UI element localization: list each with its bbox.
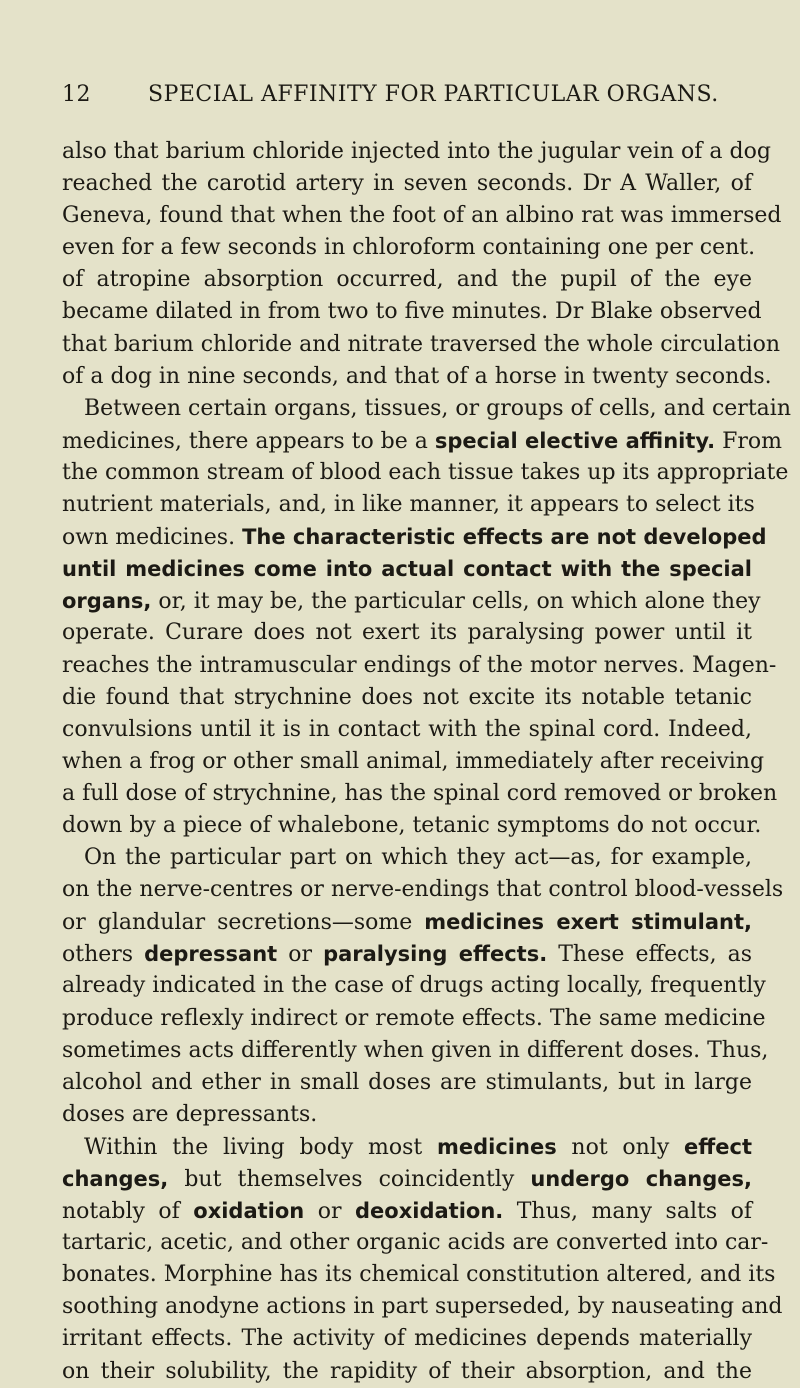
line-text: die found that strychnine does not excite its notable tetanic	[62, 684, 752, 710]
text-line	[62, 1131, 752, 1163]
text-line	[62, 521, 767, 553]
text-line	[62, 585, 761, 617]
text-line	[62, 136, 771, 168]
text-line	[62, 1003, 766, 1035]
text-line	[62, 296, 762, 328]
line-text: From	[715, 428, 783, 454]
text-line	[62, 970, 766, 1002]
line-text: nutrient materials, and, in like manner, it appears to select its	[62, 492, 755, 518]
text-line	[62, 1099, 752, 1131]
text-line	[62, 168, 752, 200]
text-line	[62, 906, 752, 938]
line-text: or glandular secretions—some	[62, 910, 425, 936]
line-text: doses are depressants.	[62, 1101, 318, 1127]
emphasis-text: paralysing effects.	[323, 942, 548, 967]
text-line	[62, 842, 752, 874]
text-line	[62, 778, 778, 810]
text-line	[62, 810, 762, 842]
line-text: also that barium chloride injected into the jugular vein of a dog	[62, 139, 771, 164]
line-text: operate. Curare does not exert its paralysing power until it	[62, 620, 752, 646]
line-text: soothing anodyne actions in part superseded, by nauseating and	[62, 1294, 783, 1320]
text-line	[62, 746, 765, 778]
line-text: of a dog in nine seconds, and that of a horse in twenty seconds.	[62, 363, 772, 389]
text-line	[62, 425, 783, 457]
line-text: not only	[556, 1134, 685, 1160]
text-line	[62, 682, 752, 714]
text-line	[62, 1291, 783, 1323]
line-text: notably of	[62, 1199, 194, 1225]
text-line	[62, 1356, 752, 1388]
emphasis-text: depressant	[144, 942, 278, 967]
line-text: but themselves coincidently	[168, 1167, 531, 1192]
line-text: irritant effects. The activity of medicines depends materially	[62, 1326, 752, 1352]
text-line	[62, 1067, 752, 1099]
line-text: bonates. Morphine has its chemical constitution altered, and its	[62, 1262, 776, 1288]
text-line	[62, 361, 772, 393]
line-text: own medicines.	[62, 525, 243, 551]
line-text: sometimes acts differently when given in different doses. Thus,	[62, 1037, 769, 1063]
text-line	[62, 200, 782, 232]
line-text: reaches the intramuscular endings of the motor nerves. Magen-	[62, 652, 777, 678]
line-text: or	[277, 942, 324, 968]
text-line	[62, 553, 752, 585]
text-line	[62, 1259, 776, 1291]
line-text: on the nerve-centres or nerve-endings that control blood-vessels	[62, 877, 784, 903]
emphasis-text: undergo changes,	[530, 1167, 752, 1191]
emphasis-text: oxidation	[193, 1199, 305, 1224]
emphasis-text: medicines exert stimulant,	[424, 910, 752, 935]
line-text: medicines, there appears to be a	[62, 428, 435, 454]
emphasis-text: until medicines come into actual contact with the special	[62, 557, 752, 582]
emphasis-text: deoxidation.	[355, 1199, 504, 1224]
text-line	[62, 714, 752, 746]
line-text: of atropine absorption occurred, and the pupil of the eye	[62, 267, 752, 293]
line-text: tartaric, acetic, and other organic acids are converted into car-	[62, 1230, 769, 1256]
line-text: on their solubility, the rapidity of their absorption, and the	[62, 1358, 752, 1384]
emphasis-text: special elective affinity.	[434, 428, 716, 453]
emphasis-text: effect	[684, 1134, 752, 1159]
text-line	[62, 1035, 769, 1067]
text-line	[62, 489, 755, 521]
line-text: became dilated in from two to five minutes. Dr Blake observed	[62, 299, 762, 325]
text-line	[62, 264, 752, 296]
emphasis-text: medicines	[437, 1134, 557, 1159]
line-text: reached the carotid artery in seven seconds. Dr A Waller, of	[62, 171, 752, 197]
text-line	[62, 1227, 769, 1259]
body-text	[62, 136, 791, 1388]
text-line	[62, 1163, 752, 1195]
emphasis-text: The characteristic effects are not developed	[242, 525, 767, 550]
text-line	[62, 650, 777, 682]
line-text: down by a piece of whalebone, tetanic symptoms do not occur.	[62, 812, 762, 838]
running-head	[62, 82, 752, 116]
emphasis-text: changes,	[62, 1167, 169, 1191]
emphasis-text: organs,	[62, 589, 152, 614]
line-text: even for a few seconds in chloroform containing one per cent.	[62, 235, 756, 261]
text-line	[62, 232, 756, 264]
line-text: These effects, as	[547, 942, 753, 968]
line-text: Between certain organs, tissues, or groups of cells, and certain	[84, 395, 791, 421]
line-text: or, it may be, the particular cells, on which alone they	[151, 589, 761, 615]
line-text: convulsions until it is in contact with the spinal cord. Indeed,	[62, 716, 752, 742]
chapter-title: SPECIAL AFFINITY FOR PARTICULAR ORGANS.	[148, 82, 719, 107]
line-text: already indicated in the case of drugs acting locally, frequently	[62, 973, 766, 999]
text-line	[62, 938, 752, 970]
line-text: a full dose of strychnine, has the spinal cord removed or broken	[62, 780, 778, 806]
text-line	[62, 393, 791, 425]
line-text: that barium chloride and nitrate traversed the whole circulation	[62, 331, 780, 357]
line-text: Geneva, found that when the foot of an albino rat was immersed	[62, 203, 782, 229]
line-text: others	[62, 942, 145, 968]
line-text: alcohol and ether in small doses are stimulants, but in large	[62, 1069, 752, 1095]
page-number: 12	[62, 82, 91, 107]
line-text: the common stream of blood each tissue takes up its appropriate	[62, 459, 789, 485]
text-line	[62, 617, 752, 649]
text-line	[62, 329, 780, 361]
line-text: when a frog or other small animal, immediately after receiving	[62, 748, 765, 774]
line-text: or	[304, 1199, 355, 1225]
text-line	[62, 874, 784, 906]
text-line	[62, 457, 789, 489]
line-text: Thus, many salts of	[503, 1199, 752, 1225]
text-line	[62, 1323, 752, 1355]
line-text: Within the living body most	[84, 1134, 437, 1160]
line-text: produce reflexly indirect or remote effects. The same medicine	[62, 1005, 766, 1031]
text-line	[62, 1195, 752, 1227]
line-text: On the particular part on which they act—as, for example,	[84, 845, 752, 871]
